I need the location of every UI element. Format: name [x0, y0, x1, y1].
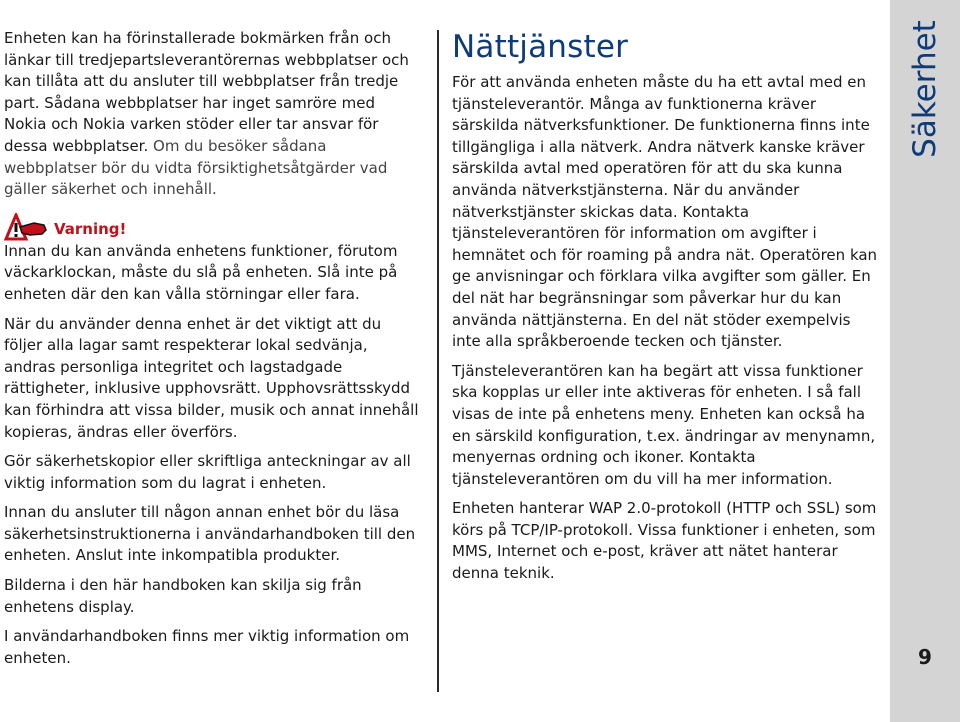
- section-label: Säkerhet: [907, 20, 943, 158]
- page-number: 9: [918, 645, 932, 669]
- left-paragraph-1: När du använder denna enhet är det viktigt att du följer alla lagar samt respekterar lokal sedvänja, andras personliga integritet och lagstadgade rättigheter, inklusive upphovsrätt. Upphovsrättsskydd kan förhindra att vissa bilder, musik och annat innehåll kopieras, ändras eller överförs.: [4, 314, 419, 441]
- left-paragraph-5: I användarhandboken finns mer viktig information om enheten.: [4, 627, 410, 667]
- left-paragraph-4: Bilderna i den här handboken kan skilja sig från enhetens display.: [4, 576, 362, 616]
- right-paragraph-1: För att använda enheten måste du ha ett avtal med en tjänsteleverantör. Många av funktionerna kräver särskilda nätverksfunktioner. De funktionerna finns inte tillgängliga i alla nätverk. Andra nätverk kanske kräver särskilda avtal med operatören för att du ska kunna använda nätverkstjänsterna. När du använder nätverkstjänster skickas data. Kontakta tjänsteleverantören för information om avgifter i hemnätet och för roaming på andra nät. Operatören kan ge anvisningar och förklara vilka avgifter som gäller. En del nät har begränsningar som påverkar hur du kan använda nättjänsterna. En del nät stöder exempelvis inte alla språkberoende tecken och tjänster.: [452, 73, 878, 351]
- warning-block: [4, 209, 422, 306]
- warning-header: [4, 209, 422, 241]
- section-title: Nättjänster: [452, 29, 629, 65]
- right-paragraph-2: Tjänsteleverantören kan ha begärt att vissa funktioner ska kopplas ur eller inte aktiveras för enheten. I så fall visas de inte på enhetens meny. Enheten kan också ha en särskild konfiguration, t.ex. ändringar av menynamn, menyernas ordning och ikoner. Kontakta tjänsteleverantören om du vill ha mer information.: [452, 361, 876, 488]
- spacer: [126, 219, 131, 241]
- section-tab: [890, 20, 960, 158]
- left-paragraph-3: Innan du ansluter till någon annan enhet bör du läsa säkerhetsinstruktionerna i användarhandboken till den enheten. Anslut inte inkompatibla produkter.: [4, 503, 416, 565]
- intro-text-muted: Om du besöker sådana webbplatser bör du vidta försiktighetsåtgärder vad gäller säkerhet och innehåll.: [4, 136, 388, 199]
- intro-paragraph: [4, 28, 422, 201]
- left-paragraph-2: Gör säkerhetskopior eller skriftliga anteckningar av all viktig information som du lagrat i enheten.: [4, 452, 411, 492]
- section-sidebar: [890, 0, 960, 722]
- right-paragraph-3: Enheten hanterar WAP 2.0-protokoll (HTTP och SSL) som körs på TCP/IP-protokoll. Vissa funktioner i enheten, som MMS, Internet och e-post, kräver att nätet hanterar denna teknik.: [452, 499, 877, 583]
- warning-label: Varning!: [54, 220, 127, 239]
- intro-text: Enheten kan ha förinstallerade bokmärken från och länkar till tredjepartsleverantörernas webbplatser och kan tillåta att du ansluter till webbplatser från tredje part. Sådana webbplatser har inget samröre med Nokia och Nokia varken stöder eller tar ansvar för dessa webbplatser.: [4, 29, 409, 155]
- warning-hand-icon: [4, 213, 48, 241]
- left-column: [4, 28, 422, 677]
- warning-text: Innan du kan använda enhetens funktioner, förutom väckarklockan, måste du slå på enheten. Slå inte på enheten där den kan vålla störningar eller fara.: [4, 241, 398, 303]
- column-divider: [437, 30, 439, 692]
- right-column: [452, 28, 880, 593]
